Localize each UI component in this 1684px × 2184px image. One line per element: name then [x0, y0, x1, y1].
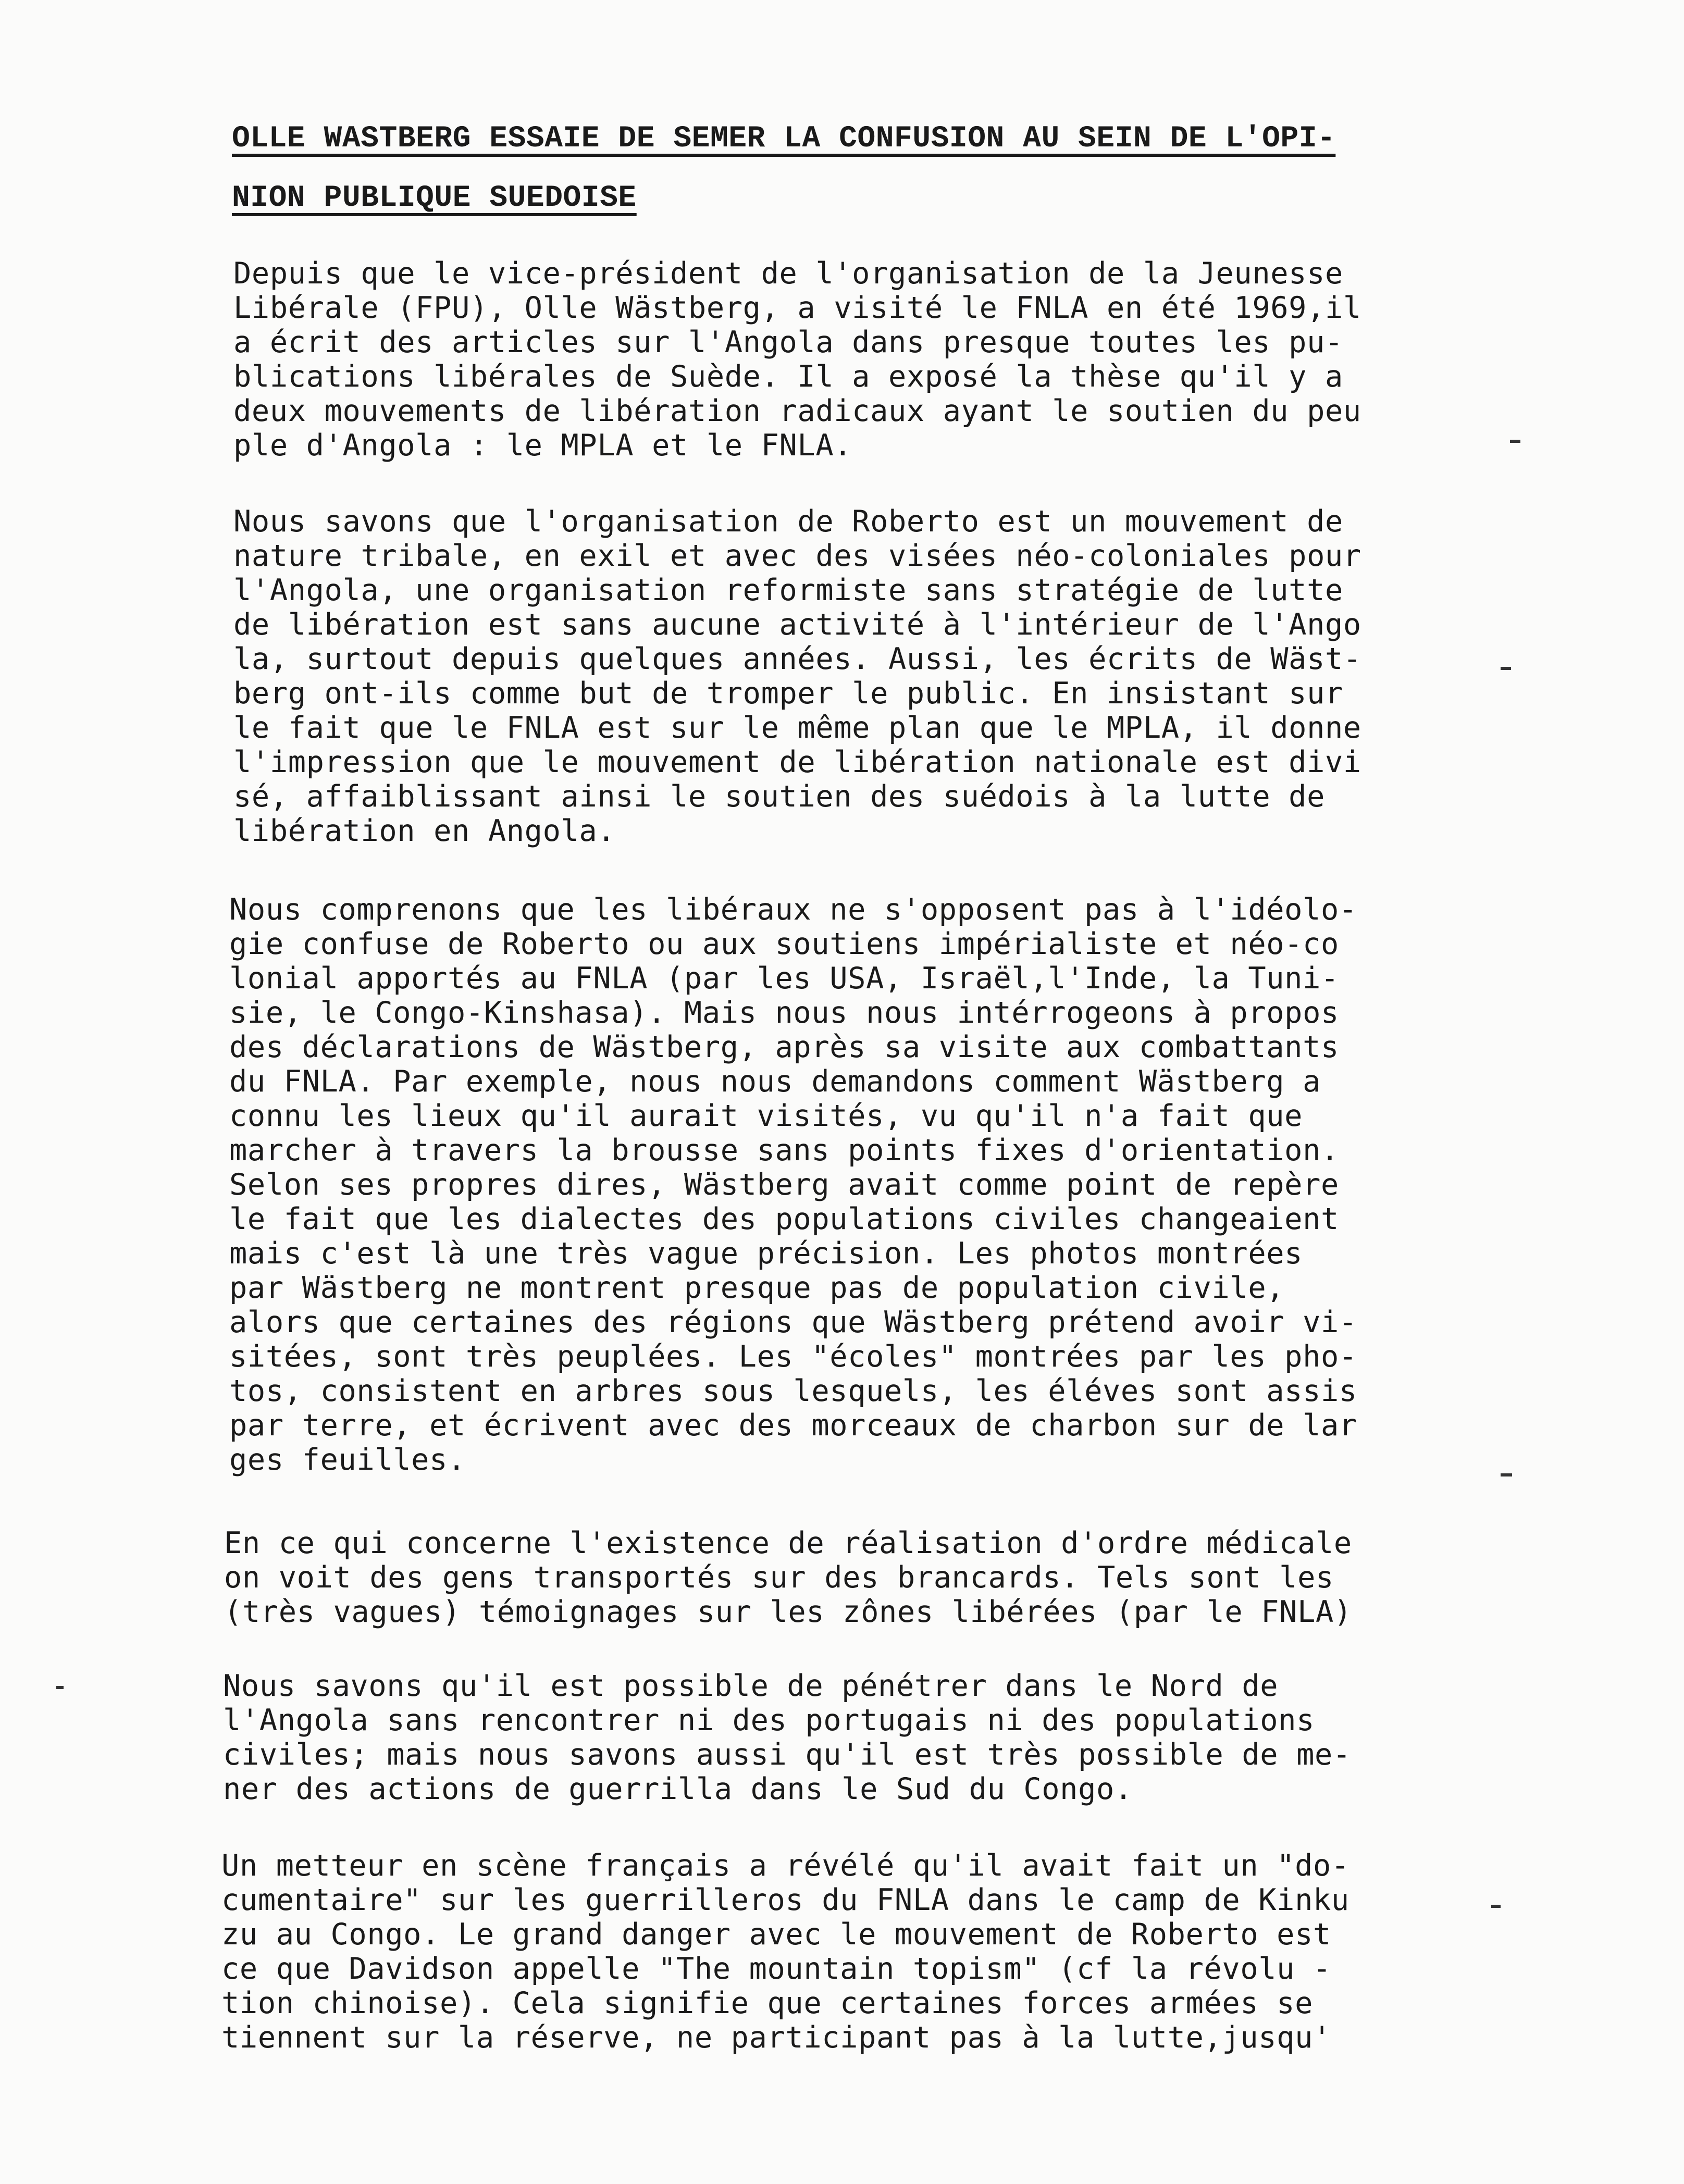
text-line: on voit des gens transportés sur des brancards. Tels sont les — [224, 1560, 1334, 1595]
text-line: civiles; mais nous savons aussi qu'il est très possible de me- — [223, 1738, 1351, 1772]
text-line: En ce qui concerne l'existence de réalisation d'ordre médicale — [224, 1526, 1352, 1560]
text-line: sitées, sont très peuplées. Les "écoles" montrées par les pho- — [229, 1339, 1357, 1374]
text-line: le fait que les dialectes des populations civiles changeaient — [229, 1202, 1339, 1236]
text-line: a écrit des articles sur l'Angola dans presque toutes les pu- — [233, 325, 1343, 359]
text-line: Libérale (FPU), Olle Wästberg, a visité le FNLA en été 1969,il — [233, 291, 1361, 325]
text-line: Depuis que le vice-président de l'organisation de la Jeunesse — [233, 256, 1343, 291]
text-line: deux mouvements de libération radicaux ayant le soutien du peu — [233, 394, 1361, 428]
text-line: par terre, et écrivent avec des morceaux de charbon sur de lar — [229, 1408, 1357, 1443]
text-line: blications libérales de Suède. Il a exposé la thèse qu'il y a — [233, 359, 1343, 394]
text-line: cumentaire" sur les guerrilleros du FNLA dans le camp de Kinku — [221, 1883, 1349, 1917]
text-line: l'Angola sans rencontrer ni des portugais ni des populations — [223, 1703, 1315, 1738]
text-line: Nous comprenons que les libéraux ne s'opposent pas à l'idéolo- — [229, 892, 1357, 927]
text-line: l'Angola, une organisation reformiste sans stratégie de lutte — [233, 573, 1343, 607]
text-line: la, surtout depuis quelques années. Aussi, les écrits de Wäst- — [233, 642, 1361, 676]
margin-mark — [1501, 667, 1511, 670]
margin-mark — [1491, 1905, 1501, 1908]
text-line: Un metteur en scène français a révélé qu'il avait fait un "do- — [221, 1848, 1349, 1883]
text-line: nature tribale, en exil et avec des visées néo-coloniales pour — [233, 539, 1361, 573]
text-line: l'impression que le mouvement de libération nationale est divi — [233, 745, 1361, 779]
document-title-line-2: NION PUBLIQUE SUEDOISE — [232, 181, 637, 215]
text-line: tos, consistent en arbres sous lesquels, les éléves sont assis — [229, 1374, 1357, 1408]
paragraph-3 — [229, 892, 1521, 1477]
document-title-line-1: OLLE WASTBERG ESSAIE DE SEMER LA CONFUSION AU SEIN DE L'OPI- — [232, 122, 1336, 156]
text-line: Nous savons qu'il est possible de pénétrer dans le Nord de — [223, 1669, 1279, 1703]
text-line: des déclarations de Wästberg, après sa visite aux combattants — [229, 1030, 1339, 1064]
text-line: mais c'est là une très vague précision. Les photos montrées — [229, 1236, 1303, 1271]
text-line: Nous savons que l'organisation de Roberto est un mouvement de — [233, 504, 1343, 539]
text-line: zu au Congo. Le grand danger avec le mouvement de Roberto est — [221, 1917, 1331, 1952]
text-line: alors que certaines des régions que Wästberg prétend avoir vi- — [229, 1305, 1357, 1339]
text-line: ple d'Angola : le MPLA et le FNLA. — [233, 428, 852, 463]
text-line: tion chinoise). Cela signifie que certaines forces armées se — [221, 1986, 1314, 2020]
margin-mark — [1510, 440, 1520, 443]
text-line: du FNLA. Par exemple, nous nous demandons comment Wästberg a — [229, 1064, 1321, 1099]
paragraph-5 — [223, 1669, 1515, 1806]
text-line: par Wästberg ne montrent presque pas de population civile, — [229, 1271, 1285, 1305]
paragraph-6 — [221, 1848, 1514, 2055]
text-line: ges feuilles. — [229, 1443, 466, 1477]
text-line: libération en Angola. — [233, 814, 616, 848]
text-line: ner des actions de guerrilla dans le Sud du Congo. — [223, 1772, 1133, 1806]
paragraph-1 — [233, 256, 1526, 463]
paragraph-2 — [233, 504, 1526, 848]
text-line: Selon ses propres dires, Wästberg avait comme point de repère — [229, 1168, 1339, 1202]
text-line: sie, le Congo-Kinshasa). Mais nous nous intérrogeons à propos — [229, 996, 1339, 1030]
text-line: de libération est sans aucune activité à l'intérieur de l'Ango — [233, 607, 1361, 642]
text-line: (très vagues) témoignages sur les zônes libérées (par le FNLA) — [224, 1595, 1352, 1629]
text-line: connu les lieux qu'il aurait visités, vu qu'il n'a fait que — [229, 1099, 1303, 1133]
paragraph-4 — [224, 1526, 1516, 1629]
text-line: lonial apportés au FNLA (par les USA, Israël,l'Inde, la Tuni- — [229, 961, 1339, 996]
text-line: marcher à travers la brousse sans points fixes d'orientation. — [229, 1133, 1339, 1168]
text-line: gie confuse de Roberto ou aux soutiens impérialiste et néo-co — [229, 927, 1339, 961]
text-line: le fait que le FNLA est sur le même plan que le MPLA, il donne — [233, 711, 1361, 745]
margin-mark — [56, 1686, 64, 1689]
text-line: tiennent sur la réserve, ne participant pas à la lutte,jusqu' — [221, 2020, 1331, 2055]
margin-mark — [1501, 1473, 1512, 1476]
text-line: sé, affaiblissant ainsi le soutien des suédois à la lutte de — [233, 779, 1326, 814]
text-line: ce que Davidson appelle "The mountain topism" (cf la révolu - — [221, 1952, 1331, 1986]
text-line: berg ont-ils comme but de tromper le public. En insistant sur — [233, 676, 1343, 711]
